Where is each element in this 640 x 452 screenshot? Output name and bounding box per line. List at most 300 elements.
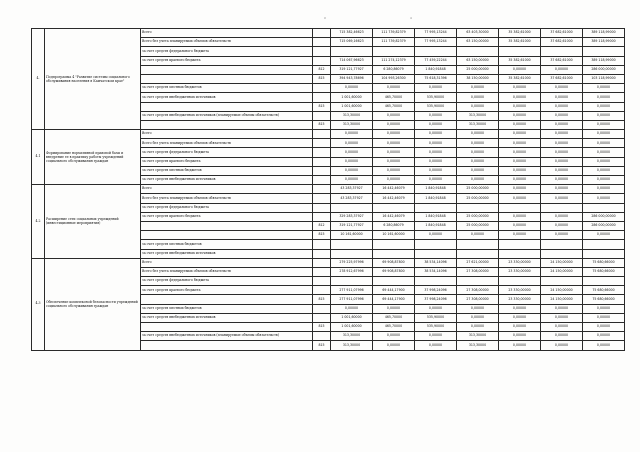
amount-cell: 389 118,99000 <box>583 56 625 65</box>
amount-cell: 0,00000 <box>373 139 415 148</box>
amount-cell: 1 840,91848 <box>415 185 457 194</box>
amount-cell: 0,00000 <box>373 157 415 166</box>
amount-cell: 535,90000 <box>415 102 457 111</box>
amount-cell: 0,00000 <box>583 304 625 313</box>
amount-cell: 0,00000 <box>331 166 373 175</box>
budget-code <box>313 194 331 203</box>
amount-cell: 77 995,13244 <box>415 38 457 47</box>
amount-cell: 0,00000 <box>415 120 457 129</box>
amount-cell: 0,00000 <box>583 130 625 139</box>
budget-code: 815 <box>313 102 331 111</box>
amount-cell: 23 330,00000 <box>499 267 541 276</box>
amount-cell: 38 150,00000 <box>457 74 499 83</box>
amount-cell <box>331 240 373 249</box>
amount-cell: 0,00000 <box>373 130 415 139</box>
amount-cell: 10 161,60000 <box>373 231 415 240</box>
amount-cell: 465,70000 <box>373 102 415 111</box>
amount-cell: 0,00000 <box>541 166 583 175</box>
funding-source: Всего <box>141 185 313 194</box>
amount-cell: 25 000,00000 <box>457 65 499 74</box>
amount-cell: 0,00000 <box>331 84 373 93</box>
amount-cell: 0,00000 <box>373 166 415 175</box>
amount-cell: 25 000,00000 <box>457 185 499 194</box>
amount-cell: 279 225,97996 <box>331 258 373 267</box>
amount-cell: 0,00000 <box>541 231 583 240</box>
funding-source: за счет средств федерального бюджета <box>141 277 313 286</box>
amount-cell: 0,00000 <box>541 148 583 157</box>
amount-cell: 0,00000 <box>499 111 541 120</box>
amount-cell <box>415 277 457 286</box>
amount-cell: 63 150,00000 <box>457 56 499 65</box>
amount-cell: 77 459,22244 <box>415 56 457 65</box>
amount-cell: 465,70000 <box>373 323 415 332</box>
amount-cell: 27 308,00000 <box>457 267 499 276</box>
amount-cell: 0,00000 <box>583 185 625 194</box>
amount-cell <box>583 47 625 56</box>
amount-cell: 35 382,61000 <box>499 74 541 83</box>
amount-cell: 0,00000 <box>457 157 499 166</box>
budget-code <box>313 267 331 276</box>
amount-cell: 37 998,24096 <box>415 295 457 304</box>
budget-code <box>313 176 331 185</box>
amount-cell: 75 680,66000 <box>583 295 625 304</box>
amount-cell: 0,00000 <box>331 139 373 148</box>
amount-cell: 277 911,07996 <box>331 295 373 304</box>
amount-cell: 38 534,14096 <box>415 258 457 267</box>
amount-cell: 0,00000 <box>457 176 499 185</box>
amount-cell <box>415 240 457 249</box>
amount-cell: 0,00000 <box>499 304 541 313</box>
amount-cell <box>331 249 373 258</box>
amount-cell: 69 908,87800 <box>373 258 415 267</box>
amount-cell: 0,00000 <box>373 304 415 313</box>
funding-source: за счет средств федерального бюджета <box>141 47 313 56</box>
funding-source: за счет средств внебюджетных источников <box>141 93 313 102</box>
amount-cell: 329 283,37927 <box>331 212 373 221</box>
amount-cell: 77 995,13244 <box>415 29 457 38</box>
amount-cell: 465,70000 <box>373 93 415 102</box>
amount-cell: 313,30000 <box>331 111 373 120</box>
amount-cell: 63 403,30000 <box>457 29 499 38</box>
funding-source: за счет средств внебюджетных источников (планируемые объемы обязательств) <box>141 332 313 341</box>
amount-cell: 43 283,37927 <box>331 194 373 203</box>
amount-cell <box>541 277 583 286</box>
amount-cell: 38 534,14096 <box>415 267 457 276</box>
amount-cell: 0,00000 <box>331 176 373 185</box>
amount-cell: 319 121,77927 <box>331 221 373 230</box>
amount-cell: 0,00000 <box>499 166 541 175</box>
amount-cell: 111 739,82379 <box>373 38 415 47</box>
funding-source: за счет средств федерального бюджета <box>141 203 313 212</box>
amount-cell: 104 993,26300 <box>373 74 415 83</box>
funding-source <box>141 221 313 230</box>
budget-code <box>313 29 331 38</box>
amount-cell <box>499 277 541 286</box>
amount-cell: 0,00000 <box>541 212 583 221</box>
amount-cell: 0,00000 <box>415 166 457 175</box>
amount-cell: 35 382,61000 <box>499 29 541 38</box>
amount-cell: 0,00000 <box>541 84 583 93</box>
budget-code <box>313 38 331 47</box>
amount-cell: 0,00000 <box>499 93 541 102</box>
amount-cell: 0,00000 <box>373 176 415 185</box>
budget-code: 815 <box>313 323 331 332</box>
amount-cell: 0,00000 <box>499 176 541 185</box>
amount-cell: 0,00000 <box>373 120 415 129</box>
amount-cell: 535,90000 <box>415 323 457 332</box>
program-name: Обеспечение комплексной безопасности учреждений социального обслуживания граждан <box>45 258 141 350</box>
amount-cell: 0,00000 <box>499 148 541 157</box>
budget-code: 812 <box>313 65 331 74</box>
amount-cell: 0,00000 <box>583 93 625 102</box>
amount-cell: 0,00000 <box>457 148 499 157</box>
funding-source: за счет средств внебюджетных источников <box>141 249 313 258</box>
funding-source: за счет средств местных бюджетов <box>141 84 313 93</box>
amount-cell: 0,00000 <box>583 176 625 185</box>
amount-cell: 111 274,12379 <box>373 56 415 65</box>
amount-cell: 1 840,91848 <box>415 221 457 230</box>
amount-cell <box>373 203 415 212</box>
funding-source: Всего без учета планируемых объемов обязательств <box>141 267 313 276</box>
amount-cell: 0,00000 <box>583 139 625 148</box>
budget-code <box>313 47 331 56</box>
amount-cell: 0,00000 <box>583 323 625 332</box>
amount-cell: 0,00000 <box>373 332 415 341</box>
amount-cell: 0,00000 <box>499 332 541 341</box>
amount-cell: 0,00000 <box>415 341 457 350</box>
funding-source <box>141 231 313 240</box>
amount-cell: 0,00000 <box>331 148 373 157</box>
amount-cell: 0,00000 <box>499 120 541 129</box>
amount-cell: 24 150,00000 <box>541 267 583 276</box>
amount-cell: 23 330,00000 <box>499 295 541 304</box>
amount-cell: 0,00000 <box>541 176 583 185</box>
budget-code <box>313 148 331 157</box>
funding-source: за счет средств краевого бюджета <box>141 56 313 65</box>
amount-cell: 313,30000 <box>457 341 499 350</box>
amount-cell <box>457 203 499 212</box>
budget-code <box>313 139 331 148</box>
amount-cell <box>499 203 541 212</box>
budget-code <box>313 240 331 249</box>
amount-cell: 1 840,91848 <box>415 65 457 74</box>
amount-cell <box>457 47 499 56</box>
page-mark: 3 <box>324 16 326 20</box>
amount-cell: 313,30000 <box>331 341 373 350</box>
budget-code <box>313 93 331 102</box>
amount-cell: 0,00000 <box>499 84 541 93</box>
amount-cell: 465,70000 <box>373 313 415 322</box>
amount-cell: 0,00000 <box>499 231 541 240</box>
amount-cell: 0,00000 <box>499 194 541 203</box>
program-name: Подпрограмма 4 "Развитие системы социального обслуживания населения в Камчатском крае" <box>45 29 141 130</box>
amount-cell <box>499 240 541 249</box>
amount-cell: 715 069,16623 <box>331 38 373 47</box>
budget-code: 815 <box>313 120 331 129</box>
amount-cell: 6 280,86079 <box>373 65 415 74</box>
section-number: 4.1 <box>32 130 45 185</box>
amount-cell <box>541 249 583 258</box>
amount-cell: 0,00000 <box>457 231 499 240</box>
amount-cell <box>415 249 457 258</box>
amount-cell <box>457 249 499 258</box>
amount-cell: 35 382,61000 <box>499 38 541 47</box>
amount-cell: 0,00000 <box>373 148 415 157</box>
amount-cell: 0,00000 <box>457 84 499 93</box>
amount-cell: 0,00000 <box>499 185 541 194</box>
amount-cell: 1 001,60000 <box>331 102 373 111</box>
amount-cell <box>373 47 415 56</box>
funding-source: за счет средств внебюджетных источников <box>141 176 313 185</box>
amount-cell: 535,90000 <box>415 93 457 102</box>
amount-cell: 75 618,31396 <box>415 74 457 83</box>
amount-cell <box>499 249 541 258</box>
amount-cell: 27 308,00000 <box>457 295 499 304</box>
amount-cell: 0,00000 <box>541 120 583 129</box>
amount-cell: 389 118,99000 <box>583 29 625 38</box>
amount-cell: 63 150,00000 <box>457 38 499 47</box>
amount-cell: 313,30000 <box>457 111 499 120</box>
amount-cell: 0,00000 <box>541 111 583 120</box>
funding-source <box>141 74 313 83</box>
amount-cell: 37 682,61000 <box>541 74 583 83</box>
amount-cell: 69 444,17900 <box>373 286 415 295</box>
amount-cell <box>415 203 457 212</box>
funding-source: Всего <box>141 258 313 267</box>
amount-cell: 0,00000 <box>541 130 583 139</box>
amount-cell: 0,00000 <box>583 148 625 157</box>
amount-cell: 0,00000 <box>499 341 541 350</box>
amount-cell <box>457 277 499 286</box>
amount-cell: 0,00000 <box>457 130 499 139</box>
amount-cell: 319 121,77927 <box>331 65 373 74</box>
amount-cell: 0,00000 <box>541 139 583 148</box>
budget-code <box>313 258 331 267</box>
funding-source <box>141 65 313 74</box>
amount-cell: 0,00000 <box>541 304 583 313</box>
amount-cell <box>541 240 583 249</box>
budget-code: 815 <box>313 74 331 83</box>
amount-cell <box>583 249 625 258</box>
amount-cell: 24 150,00000 <box>541 295 583 304</box>
amount-cell: 313,30000 <box>331 120 373 129</box>
amount-cell: 23 330,00000 <box>499 286 541 295</box>
amount-cell: 0,00000 <box>541 93 583 102</box>
page-mark: 4 <box>410 16 412 20</box>
amount-cell: 43 283,37927 <box>331 185 373 194</box>
amount-cell: 1 840,91848 <box>415 212 457 221</box>
budget-code: 815 <box>313 231 331 240</box>
amount-cell: 0,00000 <box>457 139 499 148</box>
funding-source <box>141 120 313 129</box>
amount-cell: 37 682,61000 <box>541 38 583 47</box>
amount-cell: 0,00000 <box>541 102 583 111</box>
budget-table <box>31 28 625 351</box>
amount-cell: 0,00000 <box>541 313 583 322</box>
budget-code: 815 <box>313 341 331 350</box>
amount-cell: 0,00000 <box>457 304 499 313</box>
amount-cell <box>499 47 541 56</box>
amount-cell: 25 000,00000 <box>457 221 499 230</box>
amount-cell: 0,00000 <box>583 341 625 350</box>
amount-cell: 535,90000 <box>415 313 457 322</box>
amount-cell: 313,30000 <box>457 332 499 341</box>
amount-cell: 0,00000 <box>415 111 457 120</box>
amount-cell: 286 000,00000 <box>583 221 625 230</box>
funding-source: за счет средств внебюджетных источников <box>141 313 313 322</box>
amount-cell: 10 161,60000 <box>331 231 373 240</box>
amount-cell: 111 739,82379 <box>373 29 415 38</box>
amount-cell: 0,00000 <box>541 221 583 230</box>
amount-cell: 715 382,46623 <box>331 29 373 38</box>
amount-cell: 0,00000 <box>415 176 457 185</box>
budget-code <box>313 185 331 194</box>
budget-code <box>313 157 331 166</box>
amount-cell: 16 442,46079 <box>373 194 415 203</box>
amount-cell: 0,00000 <box>415 304 457 313</box>
budget-code <box>313 249 331 258</box>
budget-code: 812 <box>313 221 331 230</box>
budget-code <box>313 332 331 341</box>
amount-cell: 0,00000 <box>583 332 625 341</box>
amount-cell: 0,00000 <box>499 323 541 332</box>
amount-cell: 75 680,66000 <box>583 267 625 276</box>
amount-cell: 69 444,17900 <box>373 295 415 304</box>
section-number: 4. <box>32 29 45 130</box>
table-row <box>32 29 625 38</box>
amount-cell: 0,00000 <box>457 313 499 322</box>
amount-cell <box>541 203 583 212</box>
budget-code <box>313 203 331 212</box>
amount-cell: 0,00000 <box>415 130 457 139</box>
amount-cell: 0,00000 <box>541 157 583 166</box>
budget-code <box>313 286 331 295</box>
funding-source: Всего без учета планируемых объемов обязательств <box>141 38 313 47</box>
amount-cell: 313,30000 <box>331 332 373 341</box>
amount-cell <box>331 203 373 212</box>
amount-cell: 286 000,00000 <box>583 212 625 221</box>
program-name: Формирование нормативной правовой базы и внедрение ее в практику работы учреждений социального обслуживания граждан <box>45 130 141 185</box>
funding-source: за счет средств краевого бюджета <box>141 286 313 295</box>
budget-code <box>313 304 331 313</box>
amount-cell: 286 000,00000 <box>583 65 625 74</box>
amount-cell: 1 001,60000 <box>331 323 373 332</box>
funding-source: за счет средств местных бюджетов <box>141 240 313 249</box>
amount-cell: 0,00000 <box>499 157 541 166</box>
amount-cell: 69 908,87800 <box>373 267 415 276</box>
amount-cell: 0,00000 <box>583 157 625 166</box>
budget-code <box>313 212 331 221</box>
amount-cell: 0,00000 <box>541 194 583 203</box>
amount-cell: 0,00000 <box>373 341 415 350</box>
amount-cell: 277 911,07996 <box>331 286 373 295</box>
amount-cell <box>457 240 499 249</box>
amount-cell: 0,00000 <box>583 111 625 120</box>
funding-source <box>141 295 313 304</box>
amount-cell: 24 150,00000 <box>541 258 583 267</box>
amount-cell: 23 330,00000 <box>499 258 541 267</box>
amount-cell: 75 680,66000 <box>583 286 625 295</box>
amount-cell: 75 680,66000 <box>583 258 625 267</box>
table-row <box>32 258 625 267</box>
funding-source: за счет средств местных бюджетов <box>141 304 313 313</box>
amount-cell: 0,00000 <box>331 130 373 139</box>
funding-source: Всего без учета планируемых объемов обязательств <box>141 194 313 203</box>
amount-cell: 25 000,00000 <box>457 194 499 203</box>
amount-cell: 35 382,61000 <box>499 56 541 65</box>
amount-cell <box>373 249 415 258</box>
table-row <box>32 130 625 139</box>
amount-cell: 0,00000 <box>373 111 415 120</box>
amount-cell: 0,00000 <box>541 323 583 332</box>
amount-cell: 37 682,61000 <box>541 29 583 38</box>
funding-source: за счет средств внебюджетных источников (планируемые объемы обязательств) <box>141 111 313 120</box>
amount-cell <box>331 47 373 56</box>
amount-cell: 0,00000 <box>583 102 625 111</box>
amount-cell: 0,00000 <box>331 304 373 313</box>
amount-cell: 313,30000 <box>457 120 499 129</box>
amount-cell: 0,00000 <box>415 332 457 341</box>
amount-cell: 0,00000 <box>373 84 415 93</box>
amount-cell: 37 682,61000 <box>541 56 583 65</box>
amount-cell: 0,00000 <box>583 84 625 93</box>
budget-code: 815 <box>313 295 331 304</box>
amount-cell: 0,00000 <box>499 221 541 230</box>
funding-source: за счет средств федерального бюджета <box>141 148 313 157</box>
amount-cell <box>331 277 373 286</box>
amount-cell <box>583 240 625 249</box>
amount-cell: 0,00000 <box>541 65 583 74</box>
amount-cell: 1 001,60000 <box>331 313 373 322</box>
amount-cell: 0,00000 <box>499 313 541 322</box>
funding-source: Всего без учета планируемых объемов обязательств <box>141 139 313 148</box>
amount-cell: 0,00000 <box>499 212 541 221</box>
funding-source: за счет средств краевого бюджета <box>141 157 313 166</box>
amount-cell: 103 118,99000 <box>583 74 625 83</box>
amount-cell: 0,00000 <box>415 148 457 157</box>
amount-cell: 389 118,99000 <box>583 38 625 47</box>
amount-cell: 0,00000 <box>457 323 499 332</box>
amount-cell: 278 912,67996 <box>331 267 373 276</box>
amount-cell: 1 001,60000 <box>331 93 373 102</box>
amount-cell: 0,00000 <box>499 102 541 111</box>
amount-cell <box>373 277 415 286</box>
amount-cell <box>415 47 457 56</box>
amount-cell: 6 280,86079 <box>373 221 415 230</box>
budget-code <box>313 111 331 120</box>
amount-cell: 0,00000 <box>457 102 499 111</box>
budget-code <box>313 277 331 286</box>
funding-source: Всего <box>141 29 313 38</box>
budget-code <box>313 313 331 322</box>
budget-code <box>313 166 331 175</box>
program-name: Расширение сети социальных учреждений (инвестиционные мероприятия) <box>45 185 141 259</box>
section-number: 4.3 <box>32 258 45 350</box>
amount-cell: 1 840,91848 <box>415 194 457 203</box>
amount-cell: 394 943,78696 <box>331 74 373 83</box>
amount-cell: 0,00000 <box>457 93 499 102</box>
amount-cell: 16 442,46079 <box>373 185 415 194</box>
amount-cell: 0,00000 <box>541 341 583 350</box>
amount-cell: 0,00000 <box>583 120 625 129</box>
amount-cell: 0,00000 <box>415 84 457 93</box>
funding-source: за счет средств местных бюджетов <box>141 166 313 175</box>
amount-cell: 0,00000 <box>415 157 457 166</box>
table-row <box>32 185 625 194</box>
budget-code <box>313 130 331 139</box>
section-number: 4.2 <box>32 185 45 259</box>
funding-source <box>141 341 313 350</box>
